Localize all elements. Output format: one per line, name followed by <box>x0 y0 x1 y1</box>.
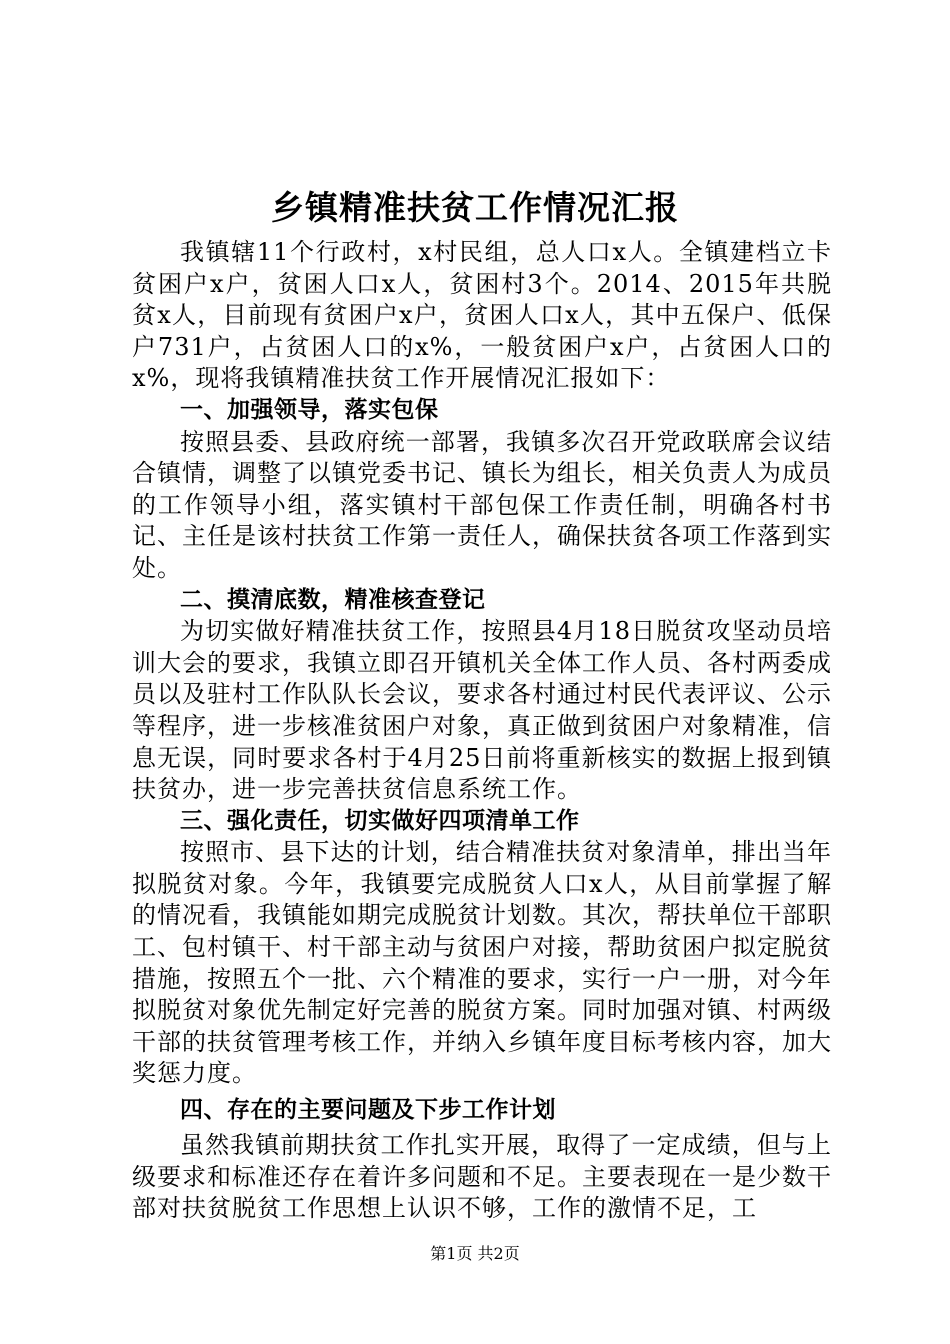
section-heading-1: 一、加强领导，落实包保 <box>180 396 439 423</box>
document-body <box>132 237 832 1225</box>
page-footer: 第1页 共2页 <box>430 1244 520 1263</box>
intro-paragraph: 我镇辖11个行政村，x村民组，总人口x人。全镇建档立卡贫困户x户，贫困人口x人，贫困村3个。2014、2015年共脱贫x人，目前现有贫困户x户，贫困人口x人，其中五保户、低保户731户，占贫困人口的x%，一般贫困户x户，占贫困人口的x%，现将我镇精准扶贫工作开展情况汇报如下： <box>132 238 832 393</box>
section-1-paragraph: 按照县委、县政府统一部署，我镇多次召开党政联席会议结合镇情，调整了以镇党委书记、镇长为组长，相关负责人为成员的工作领导小组，落实镇村干部包保工作责任制，明确各村书记、主任是该村扶贫工作第一责任人，确保扶贫各项工作落到实处。 <box>132 427 832 582</box>
section-heading-3: 三、强化责任，切实做好四项清单工作 <box>180 807 580 834</box>
document-title: 乡镇精准扶贫工作情况汇报 <box>271 188 679 227</box>
section-heading-4: 四、存在的主要问题及下步工作计划 <box>180 1097 556 1124</box>
section-4-paragraph: 虽然我镇前期扶贫工作扎实开展，取得了一定成绩，但与上级要求和标准还存在着许多问题和不足。主要表现在一是少数干部对扶贫脱贫工作思想上认识不够，工作的激情不足，工 <box>132 1131 832 1223</box>
section-3-paragraph: 按照市、县下达的计划，结合精准扶贫对象清单，排出当年拟脱贫对象。今年，我镇要完成脱贫人口x人，从目前掌握了解的情况看，我镇能如期完成脱贫计划数。其次，帮扶单位干部职工、包村镇干、村干部主动与贫困户对接，帮助贫困户拟定脱贫措施，按照五个一批、六个精准的要求，实行一户一册，对今年拟脱贫对象优先制定好完善的脱贫方案。同时加强对镇、村两级干部的扶贫管理考核工作，并纳入乡镇年度目标考核内容，加大奖惩力度。 <box>132 838 832 1088</box>
section-2-paragraph: 为切实做好精准扶贫工作，按照县4月18日脱贫攻坚动员培训大会的要求，我镇立即召开镇机关全体工作人员、各村两委成员以及驻村工作队队长会议，要求各村通过村民代表评议、公示等程序，进一步核准贫困户对象，真正做到贫困户对象精准，信息无误，同时要求各村于4月25日前将重新核实的数据上报到镇扶贫办，进一步完善扶贫信息系统工作。 <box>132 617 832 804</box>
section-heading-2: 二、摸清底数，精准核查登记 <box>180 586 486 613</box>
